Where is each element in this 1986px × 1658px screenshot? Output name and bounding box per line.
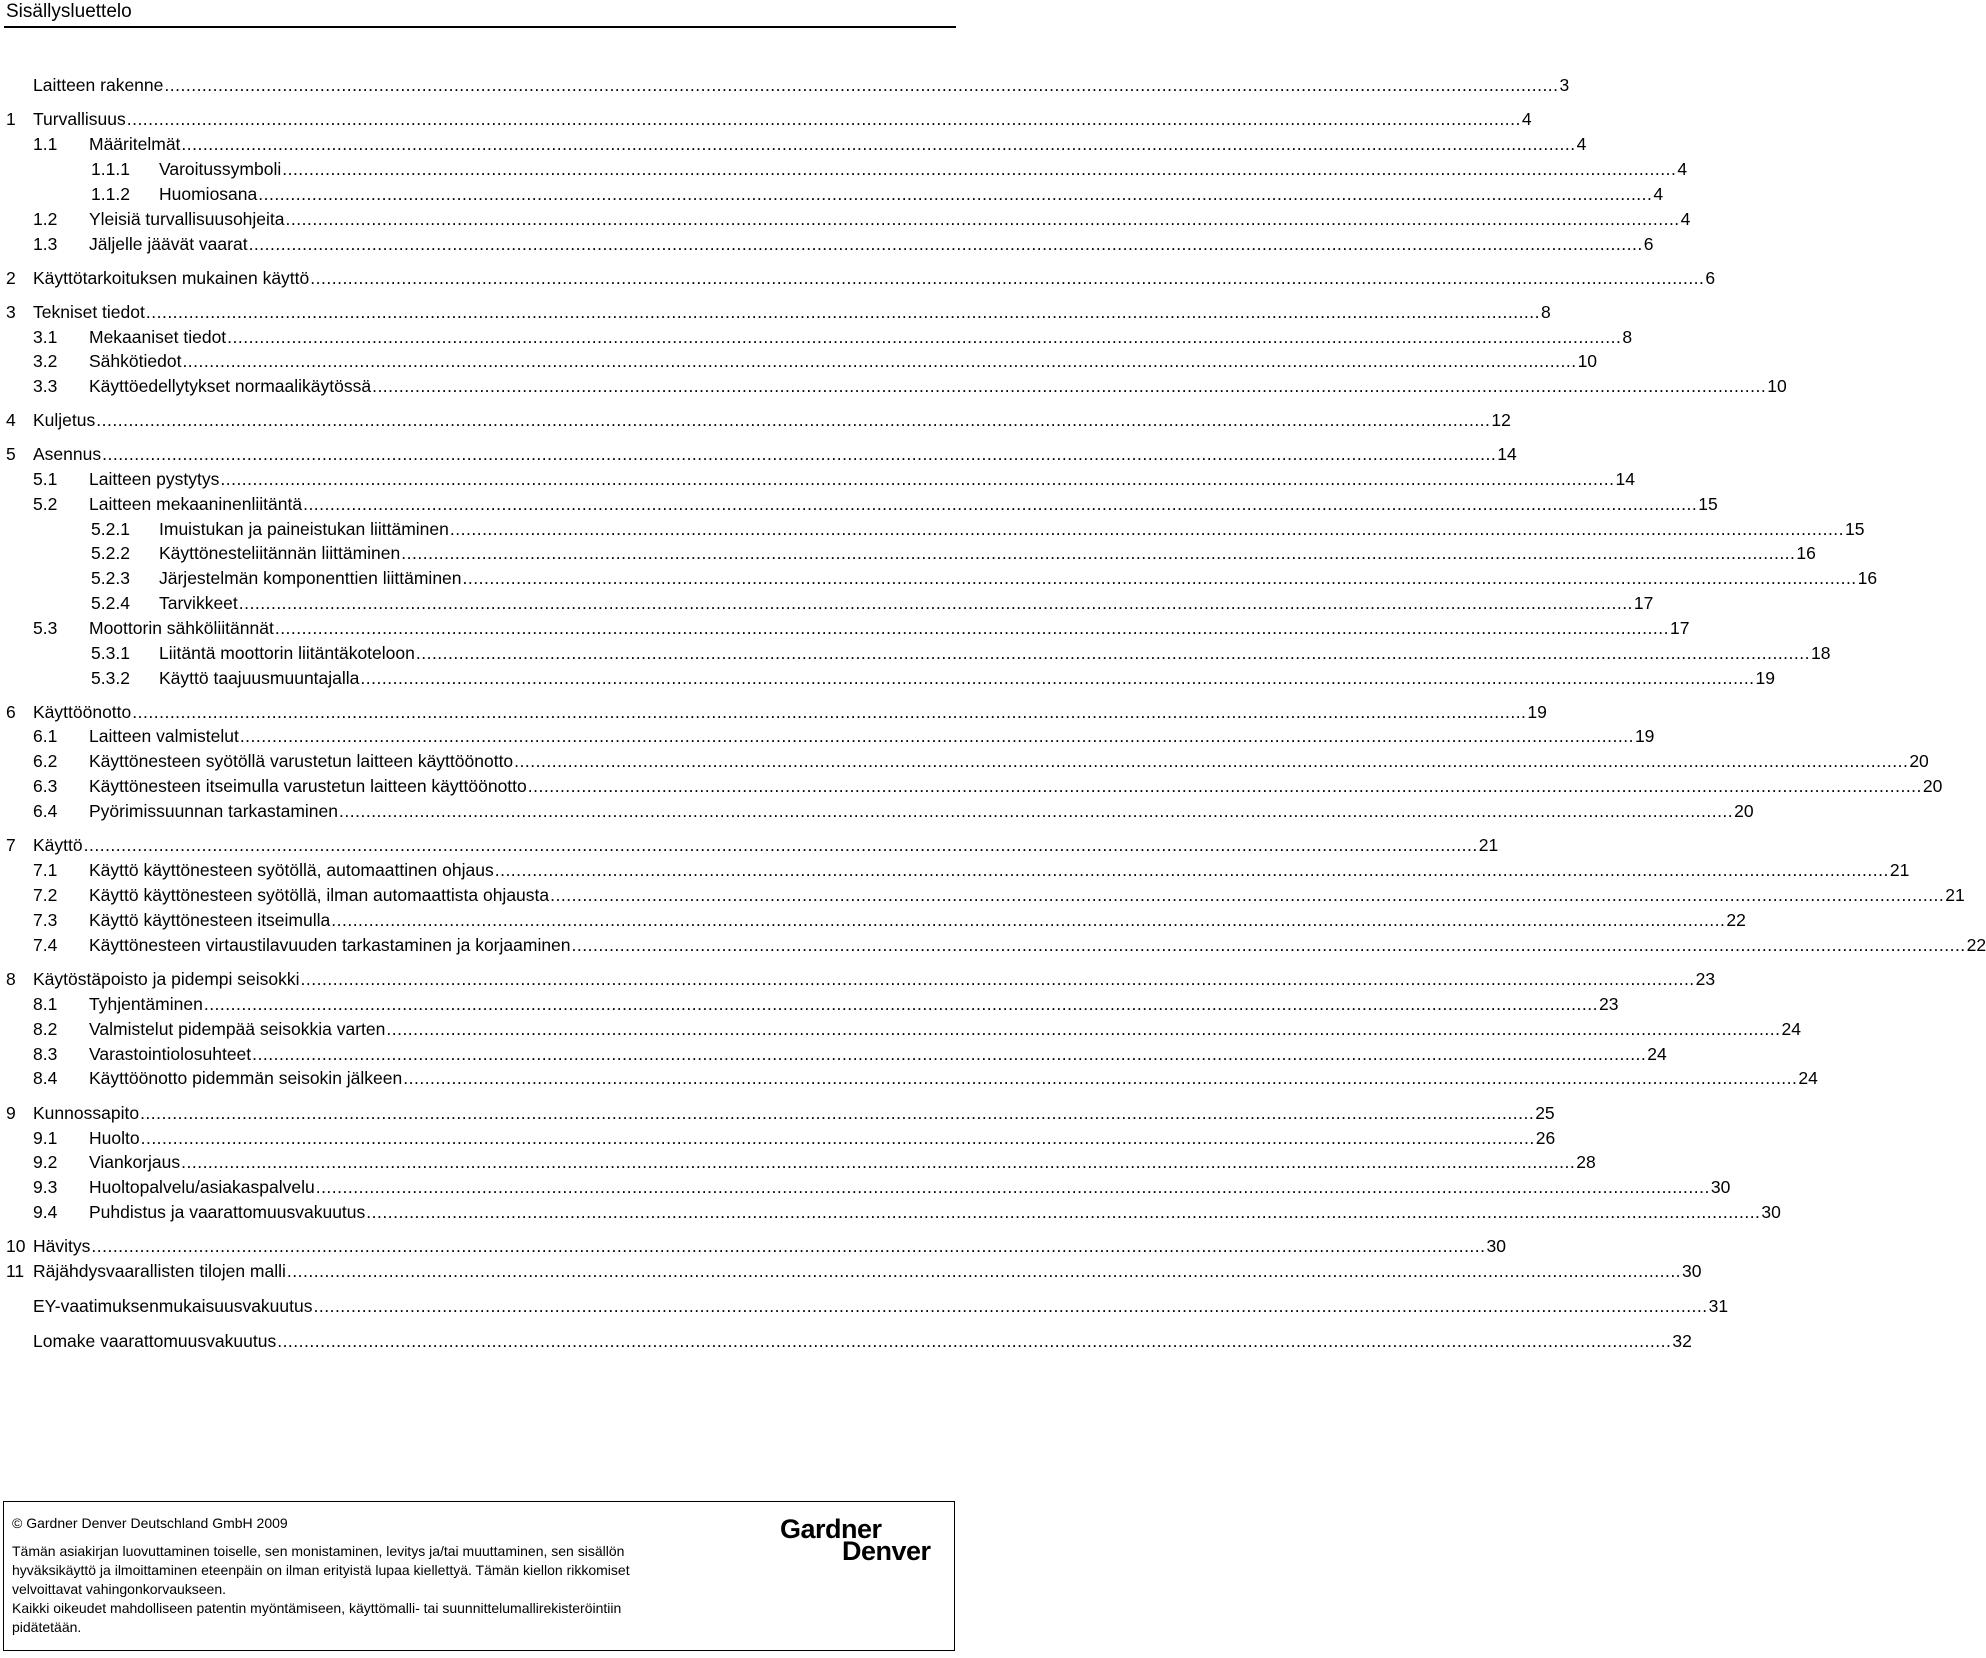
toc-entry[interactable] (33, 883, 1965, 907)
toc-number: 6 (6, 702, 16, 722)
toc-page-number: 10 (1577, 351, 1598, 371)
toc-number: 1.3 (33, 234, 58, 254)
toc-page-number: 30 (1761, 1202, 1781, 1222)
toc-entry[interactable] (33, 1042, 1667, 1066)
toc-page-number: 14 (1615, 469, 1635, 489)
toc-number: 5.2.2 (91, 543, 130, 563)
toc-entry[interactable] (33, 132, 1587, 156)
toc-entry[interactable] (91, 566, 1878, 590)
toc-leader-dots: .................................................................................................................................................................................................................................................................... (360, 668, 1755, 688)
toc-title: Lomake vaarattomuusvakuutus (33, 1331, 277, 1351)
toc-title: Laitteen valmistelut (89, 726, 239, 746)
toc-number: 9 (6, 1103, 16, 1123)
toc-leader-dots: .................................................................................................................................................................................................................................................................... (220, 469, 1615, 489)
toc-title: Pyörimissuunnan tarkastaminen (89, 801, 339, 821)
toc-leader-dots: .................................................................................................................................................................................................................................................................... (252, 1044, 1647, 1064)
toc-title: Huolto (89, 1128, 140, 1148)
toc-number: 10 (6, 1236, 26, 1256)
toc-title: Käytöstäpoisto ja pidempi seisokki (33, 969, 300, 989)
toc-leader-dots: .................................................................................................................................................................................................................................................................... (239, 726, 1634, 746)
toc-entry[interactable] (33, 1175, 1731, 1199)
toc-page-number: 26 (1535, 1128, 1556, 1148)
toc-entry[interactable] (91, 541, 1816, 565)
toc-entry[interactable] (33, 349, 1598, 373)
toc-leader-dots: .................................................................................................................................................................................................................................................................... (300, 969, 1695, 989)
toc-leader-dots: .................................................................................................................................................................................................................................................................... (96, 410, 1491, 430)
toc-leader-dots: .................................................................................................................................................................................................................................................................... (415, 643, 1810, 663)
toc-entry[interactable] (91, 591, 1654, 615)
toc-entry[interactable] (6, 442, 1517, 466)
toc-entry[interactable] (91, 641, 1831, 665)
toc-page-number: 21 (1945, 885, 1965, 905)
toc-leader-dots: .................................................................................................................................................................................................................................................................... (303, 494, 1698, 514)
toc-page-number: 6 (1643, 234, 1654, 254)
toc-number: 9.1 (33, 1128, 58, 1148)
toc-entry[interactable] (6, 967, 1716, 991)
toc-page-number: 21 (1478, 835, 1499, 855)
toc-number: 8.2 (33, 1019, 58, 1039)
toc-entry[interactable] (33, 1150, 1596, 1174)
toc-title: Käyttö taajuusmuuntajalla (159, 668, 360, 688)
toc-leader-dots: .................................................................................................................................................................................................................................................................... (550, 885, 1945, 905)
toc-leader-dots: .................................................................................................................................................................................................................................................................... (313, 1296, 1708, 1316)
toc-page-number: 28 (1576, 1152, 1596, 1172)
toc-title: Laitteen mekaaninenliitäntä (89, 494, 303, 514)
toc-entry[interactable] (33, 774, 1943, 798)
toc-entry[interactable] (6, 700, 1547, 724)
toc-number: 3.1 (33, 327, 58, 347)
toc-number: 6.2 (33, 751, 58, 771)
toc-leader-dots: .................................................................................................................................................................................................................................................................... (238, 593, 1633, 613)
toc-number: 1 (6, 109, 16, 129)
toc-leader-dots: .................................................................................................................................................................................................................................................................... (248, 234, 1643, 254)
toc-leader-dots: .................................................................................................................................................................................................................................................................... (494, 860, 1889, 880)
toc-number: 5.3.2 (91, 668, 130, 688)
toc-leader-dots: .................................................................................................................................................................................................................................................................... (203, 994, 1598, 1014)
toc-page-number: 16 (1857, 568, 1878, 588)
toc-number: 7.4 (33, 935, 58, 955)
toc-title: Laitteen rakenne (33, 75, 164, 95)
toc-title: Huomiosana (159, 184, 258, 204)
toc-page-number: 10 (1767, 376, 1787, 396)
toc-page-number: 18 (1811, 643, 1831, 663)
toc-title: Järjestelmän komponenttien liittäminen (159, 568, 462, 588)
toc-title: Kunnossapito (33, 1103, 140, 1123)
toc-title: Hävitys (33, 1236, 91, 1256)
toc-leader-dots: .................................................................................................................................................................................................................................................................... (401, 543, 1796, 563)
toc-number: 5 (6, 444, 16, 464)
toc-title: EY-vaatimuksenmukaisuusvakuutus (33, 1296, 313, 1316)
toc-number: 8 (6, 969, 16, 989)
toc-number: 8.4 (33, 1068, 58, 1088)
toc-leader-dots: .................................................................................................................................................................................................................................................................... (182, 351, 1577, 371)
toc-page-number: 24 (1781, 1019, 1801, 1039)
toc-page-number: 4 (1576, 134, 1587, 154)
toc-title: Jäljelle jäävät vaarat (89, 234, 248, 254)
toc-entry[interactable] (33, 232, 1654, 256)
toc-entry[interactable] (33, 992, 1619, 1016)
toc-page-number: 24 (1798, 1068, 1818, 1088)
toc-entry[interactable] (91, 157, 1688, 181)
toc-entry[interactable] (6, 266, 1716, 290)
toc-leader-dots: .................................................................................................................................................................................................................................................................... (372, 376, 1767, 396)
toc-leader-dots: .................................................................................................................................................................................................................................................................... (514, 751, 1909, 771)
toc-page-number: 19 (1527, 702, 1547, 722)
toc-number: 8.3 (33, 1044, 58, 1064)
toc-leader-dots: .................................................................................................................................................................................................................................................................... (140, 1128, 1535, 1148)
toc-title: Määritelmät (89, 134, 181, 154)
toc-entry[interactable] (6, 408, 1511, 432)
toc-title: Käyttö (33, 835, 83, 855)
toc-entry[interactable] (91, 182, 1664, 206)
toc-title: Käyttötarkoituksen mukainen käyttö (33, 268, 310, 288)
toc-page-number: 4 (1677, 159, 1688, 179)
gardner-denver-logo (780, 1516, 950, 1564)
toc-leader-dots: .................................................................................................................................................................................................................................................................... (315, 1177, 1710, 1197)
logo-text-gardner: Gardner (780, 1514, 882, 1544)
toc-number: 3 (6, 302, 16, 322)
toc-number: 5.2.1 (91, 519, 130, 539)
toc-title: Käyttönesteen syötöllä varustetun laitteen käyttöönotto (89, 751, 514, 771)
toc-leader-dots: .................................................................................................................................................................................................................................................................... (282, 159, 1677, 179)
toc-page-number: 20 (1734, 801, 1754, 821)
toc-leader-dots: .................................................................................................................................................................................................................................................................... (258, 184, 1653, 204)
toc-leader-dots: .................................................................................................................................................................................................................................................................... (366, 1202, 1761, 1222)
toc-title: Tarvikkeet (159, 593, 238, 613)
toc-entry[interactable] (33, 724, 1655, 748)
footer-copyright: © Gardner Denver Deutschland GmbH 2009 (12, 1515, 288, 1531)
footer-line: Kaikki oikeudet mahdolliseen patentin myöntämiseen, käyttömalli- tai suunnittelumallirekisteröintiin (12, 1600, 622, 1616)
toc-page-number: 30 (1710, 1177, 1731, 1197)
toc-leader-dots: .................................................................................................................................................................................................................................................................... (403, 1068, 1798, 1088)
toc-page-number: 21 (1889, 860, 1910, 880)
toc-title: Puhdistus ja vaarattomuusvakuutus (89, 1202, 366, 1222)
toc-number: 5.2 (33, 494, 58, 514)
toc-page-number: 31 (1708, 1296, 1729, 1316)
toc-entry[interactable] (33, 799, 1754, 823)
toc-entry[interactable] (91, 517, 1865, 541)
toc-title: Varoitussymboli (159, 159, 282, 179)
footer-line: velvoittavat vahingonkorvaukseen. (12, 1581, 227, 1597)
toc-entry[interactable] (6, 107, 1532, 131)
toc-page-number: 6 (1705, 268, 1716, 288)
toc-entry[interactable] (33, 73, 1570, 97)
toc-number: 7.2 (33, 885, 58, 905)
toc-entry[interactable] (33, 207, 1691, 231)
toc-leader-dots: .................................................................................................................................................................................................................................................................... (571, 935, 1966, 955)
toc-leader-dots: .................................................................................................................................................................................................................................................................... (181, 1152, 1576, 1172)
toc-page-number: 23 (1598, 994, 1619, 1014)
toc-leader-dots: .................................................................................................................................................................................................................................................................... (462, 568, 1857, 588)
toc-entry[interactable] (33, 1329, 1692, 1353)
toc-number: 9.3 (33, 1177, 58, 1197)
toc-entry[interactable] (33, 858, 1910, 882)
toc-entry[interactable] (6, 1101, 1555, 1125)
toc-entry[interactable] (6, 1234, 1506, 1258)
toc-page-number: 20 (1909, 751, 1929, 771)
toc-title: Räjähdysvaarallisten tilojen malli (33, 1261, 286, 1281)
toc-title: Yleisiä turvallisuusohjeita (89, 209, 285, 229)
toc-leader-dots: .................................................................................................................................................................................................................................................................... (274, 618, 1669, 638)
toc-entry[interactable] (33, 1017, 1801, 1041)
toc-page-number: 4 (1521, 109, 1532, 129)
toc-number: 7.1 (33, 860, 58, 880)
toc-number: 5.2.4 (91, 593, 130, 613)
toc-entry[interactable] (33, 933, 1986, 957)
toc-number: 4 (6, 410, 16, 430)
toc-page-number: 15 (1845, 519, 1865, 539)
toc-entry[interactable] (33, 1294, 1729, 1318)
toc-title: Käyttönesteliitännän liittäminen (159, 543, 401, 563)
toc-title: Käyttöönotto (33, 702, 132, 722)
toc-page-number: 4 (1653, 184, 1664, 204)
toc-entry[interactable] (91, 666, 1776, 690)
toc-entry[interactable] (33, 1066, 1818, 1090)
toc-leader-dots: .................................................................................................................................................................................................................................................................... (91, 1236, 1486, 1256)
toc-title: Tekniset tiedot (33, 302, 145, 322)
toc-page-number: 19 (1755, 668, 1776, 688)
toc-title: Valmistelut pidempää seisokkia varten (89, 1019, 386, 1039)
toc-number: 9.2 (33, 1152, 58, 1172)
toc-title: Laitteen pystytys (89, 469, 220, 489)
toc-leader-dots: .................................................................................................................................................................................................................................................................... (126, 109, 1521, 129)
toc-leader-dots: .................................................................................................................................................................................................................................................................... (145, 302, 1541, 322)
footer (3, 1501, 955, 1651)
toc-page-number: 3 (1559, 75, 1570, 95)
toc-number: 8.1 (33, 994, 58, 1014)
toc-leader-dots: .................................................................................................................................................................................................................................................................... (331, 910, 1726, 930)
toc-page-number: 15 (1698, 494, 1718, 514)
toc-number: 11 (6, 1261, 25, 1281)
toc-title: Huoltopalvelu/asiakaspalvelu (89, 1177, 315, 1197)
toc-page-number: 25 (1535, 1103, 1555, 1123)
toc-page-number: 22 (1966, 935, 1986, 955)
toc-leader-dots: .................................................................................................................................................................................................................................................................... (140, 1103, 1535, 1123)
toc-leader-dots: .................................................................................................................................................................................................................................................................... (277, 1331, 1672, 1351)
toc-leader-dots: .................................................................................................................................................................................................................................................................... (132, 702, 1527, 722)
toc-entry[interactable] (6, 1259, 1702, 1283)
footer-line: hyväksikäyttö ja ilmoittaminen eteenpäin on ilman erityistä lupaa kiellettyä. Tämän kiellon rikkomiset (12, 1562, 630, 1578)
toc-entry[interactable] (33, 467, 1635, 491)
toc-page-number: 24 (1647, 1044, 1667, 1064)
toc-entry[interactable] (6, 833, 1499, 857)
toc-leader-dots: .................................................................................................................................................................................................................................................................... (339, 801, 1734, 821)
toc-leader-dots: .................................................................................................................................................................................................................................................................... (164, 75, 1559, 95)
toc-entry[interactable] (33, 374, 1787, 398)
toc-title: Kuljetus (33, 410, 96, 430)
toc-title: Käyttöönotto pidemmän seisokin jälkeen (89, 1068, 403, 1088)
toc-entry[interactable] (33, 908, 1746, 932)
toc-leader-dots: .................................................................................................................................................................................................................................................................... (449, 519, 1845, 539)
toc-title: Sähkötiedot (89, 351, 182, 371)
toc-entry[interactable] (33, 492, 1718, 516)
toc-entry[interactable] (6, 300, 1551, 324)
toc-title: Käyttöedellytykset normaalikäytössä (89, 376, 372, 396)
toc-page-number: 23 (1695, 969, 1716, 989)
toc-number: 1.1.2 (91, 184, 130, 204)
toc-leader-dots: .................................................................................................................................................................................................................................................................... (286, 1261, 1682, 1281)
toc-title: Asennus (33, 444, 102, 464)
toc-page-number: 19 (1634, 726, 1655, 746)
toc-page-number: 30 (1486, 1236, 1506, 1256)
page-title: Sisällysluettelo (6, 1, 132, 22)
toc-page-number: 17 (1633, 593, 1654, 613)
toc-leader-dots: .................................................................................................................................................................................................................................................................... (102, 444, 1497, 464)
footer-line: pidätetään. (12, 1619, 82, 1635)
toc-leader-dots: .................................................................................................................................................................................................................................................................... (83, 835, 1478, 855)
toc-title: Liitäntä moottorin liitäntäkoteloon (159, 643, 415, 663)
toc-title: Mekaaniset tiedot (89, 327, 227, 347)
toc-title: Imuistukan ja paineistukan liittäminen (159, 519, 449, 539)
toc-number: 6.1 (33, 726, 58, 746)
toc-leader-dots: .................................................................................................................................................................................................................................................................... (386, 1019, 1781, 1039)
toc-number: 9.4 (33, 1202, 58, 1222)
footer-legal-notice (12, 1542, 742, 1637)
toc-page-number: 22 (1726, 910, 1746, 930)
toc-entry[interactable] (33, 1126, 1556, 1150)
toc-title: Tyhjentäminen (89, 994, 203, 1014)
header-divider (4, 26, 956, 28)
toc-number: 5.3.1 (91, 643, 130, 663)
toc-leader-dots: .................................................................................................................................................................................................................................................................... (527, 776, 1922, 796)
toc-title: Käyttö käyttönesteen itseimulla (89, 910, 331, 930)
toc-number: 7.3 (33, 910, 58, 930)
toc-number: 3.3 (33, 376, 58, 396)
toc-page-number: 32 (1672, 1331, 1692, 1351)
toc-page-number: 14 (1497, 444, 1517, 464)
toc-number: 1.1.1 (91, 159, 130, 179)
toc-page-number: 12 (1491, 410, 1511, 430)
toc-title: Käyttönesteen virtaustilavuuden tarkastaminen ja korjaaminen (89, 935, 571, 955)
toc-entry[interactable] (33, 749, 1929, 773)
toc-title: Turvallisuus (33, 109, 126, 129)
toc-leader-dots: .................................................................................................................................................................................................................................................................... (227, 327, 1622, 347)
toc-entry[interactable] (33, 616, 1690, 640)
toc-page-number: 20 (1922, 776, 1943, 796)
toc-entry[interactable] (33, 325, 1633, 349)
toc-page-number: 4 (1680, 209, 1691, 229)
toc-entry[interactable] (33, 1200, 1781, 1224)
toc-title: Varastointiolosuhteet (89, 1044, 252, 1064)
toc-page-number: 16 (1796, 543, 1816, 563)
toc-page-number: 8 (1541, 302, 1551, 322)
toc-title: Viankorjaus (89, 1152, 181, 1172)
toc-title: Moottorin sähköliitännät (89, 618, 274, 638)
toc-title: Käyttönesteen itseimulla varustetun laitteen käyttöönotto (89, 776, 527, 796)
toc-number: 2 (6, 268, 16, 288)
toc-number: 5.3 (33, 618, 58, 638)
toc-number: 3.2 (33, 351, 58, 371)
toc-number: 7 (6, 835, 16, 855)
toc-page-number: 30 (1682, 1261, 1702, 1281)
logo-text-denver: Denver (842, 1536, 931, 1566)
toc-title: Käyttö käyttönesteen syötöllä, ilman automaattista ohjausta (89, 885, 550, 905)
toc-leader-dots: .................................................................................................................................................................................................................................................................... (310, 268, 1705, 288)
toc-leader-dots: .................................................................................................................................................................................................................................................................... (285, 209, 1680, 229)
toc-page-number: 8 (1622, 327, 1633, 347)
toc-number: 1.1 (33, 134, 58, 154)
toc-number: 6.4 (33, 801, 58, 821)
toc-leader-dots: .................................................................................................................................................................................................................................................................... (181, 134, 1576, 154)
toc-number: 5.2.3 (91, 568, 130, 588)
toc-number: 1.2 (33, 209, 58, 229)
toc-number: 5.1 (33, 469, 58, 489)
toc-title: Käyttö käyttönesteen syötöllä, automaattinen ohjaus (89, 860, 494, 880)
toc-number: 6.3 (33, 776, 58, 796)
toc-page-number: 17 (1669, 618, 1690, 638)
footer-line: Tämän asiakirjan luovuttaminen toiselle, sen monistaminen, levitys ja/tai muuttaminen, sen sisällön (12, 1543, 625, 1559)
